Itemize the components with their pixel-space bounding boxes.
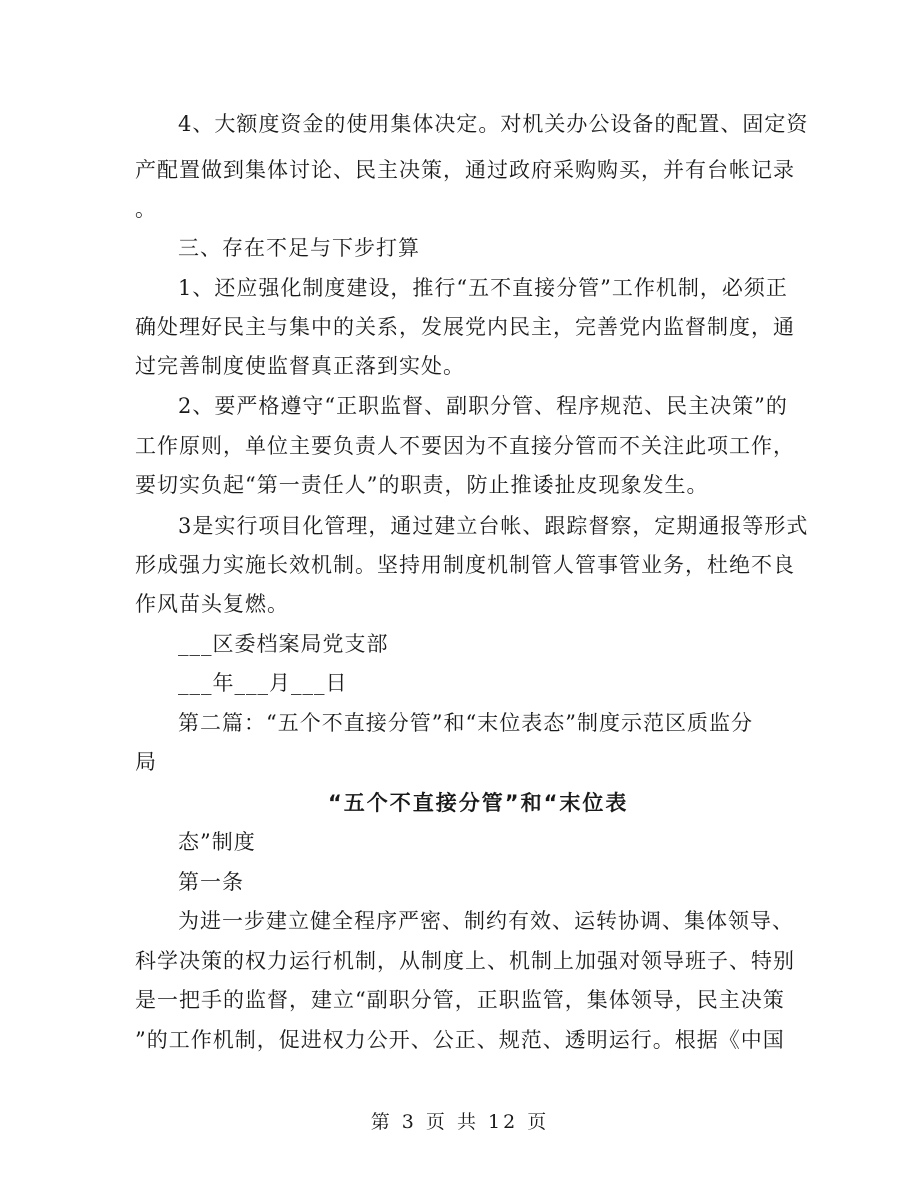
paragraph-3-line-3: 作风苗头复燃。: [135, 592, 289, 616]
heading-continuation: 态”制度: [178, 830, 256, 854]
paragraph-4-line-2: 产配置做到集体讨论、民主决策，通过政府采购购买，并有台帐记录: [135, 158, 795, 182]
page-number-footer: 第 3 页 共 12 页: [370, 1111, 550, 1133]
paragraph-2-line-1: 2、要严格遵守“正职监督、副职分管、程序规范、民主决策”的: [178, 394, 788, 418]
paragraph-1-line-3: 过完善制度使监督真正落到实处。: [135, 354, 465, 378]
paragraph-4-line-3: 。: [135, 197, 157, 221]
chapter-two-title-line-2: 局: [135, 750, 157, 774]
paragraph-2-line-3: 要切实负起“第一责任人”的职责，防止推诿扯皮现象发生。: [135, 473, 709, 497]
paragraph-1-line-1: 1、还应强化制度建设，推行“五不直接分管”工作机制，必须正: [178, 276, 788, 300]
paragraph-2-line-2: 工作原则，单位主要负责人不要因为不直接分管而不关注此项工作，: [135, 434, 795, 458]
article-one-line-4: ”的工作机制，促进权力公开、公正、规范、透明运行。根据《中国: [135, 1028, 785, 1052]
paragraph-3-line-2: 形成强力实施长效机制。坚持用制度机制管人管事管业务，杜绝不良: [135, 553, 795, 577]
signature-org: ___区委档案局党支部: [178, 632, 389, 656]
chapter-two-title-line-1: 第二篇：“五个不直接分管”和“末位表态”制度示范区质监分: [178, 711, 753, 735]
signature-date: ___年___月___日: [178, 671, 348, 695]
paragraph-3-line-1: 3是实行项目化管理，通过建立台帐、跟踪督察，定期通报等形式: [178, 514, 809, 538]
section-heading-three: 三、存在不足与下步打算: [178, 236, 420, 260]
paragraph-4-line-1: 4、大额度资金的使用集体决定。对机关办公设备的配置、固定资: [178, 112, 809, 136]
paragraph-1-line-2: 确处理好民主与集中的关系，发展党内民主，完善党内监督制度，通: [135, 315, 795, 339]
article-one-line-2: 科学决策的权力运行机制，从制度上、机制上加强对领导班子、特别: [135, 949, 795, 973]
article-one-label: 第一条: [178, 870, 244, 894]
article-one-line-3: 是一把手的监督，建立“副职分管，正职监管，集体领导，民主决策: [135, 988, 785, 1012]
article-one-line-1: 为进一步建立健全程序严密、制约有效、运转协调、集体领导、: [178, 909, 794, 933]
centered-heading: “五个不直接分管”和“末位表: [328, 791, 629, 815]
